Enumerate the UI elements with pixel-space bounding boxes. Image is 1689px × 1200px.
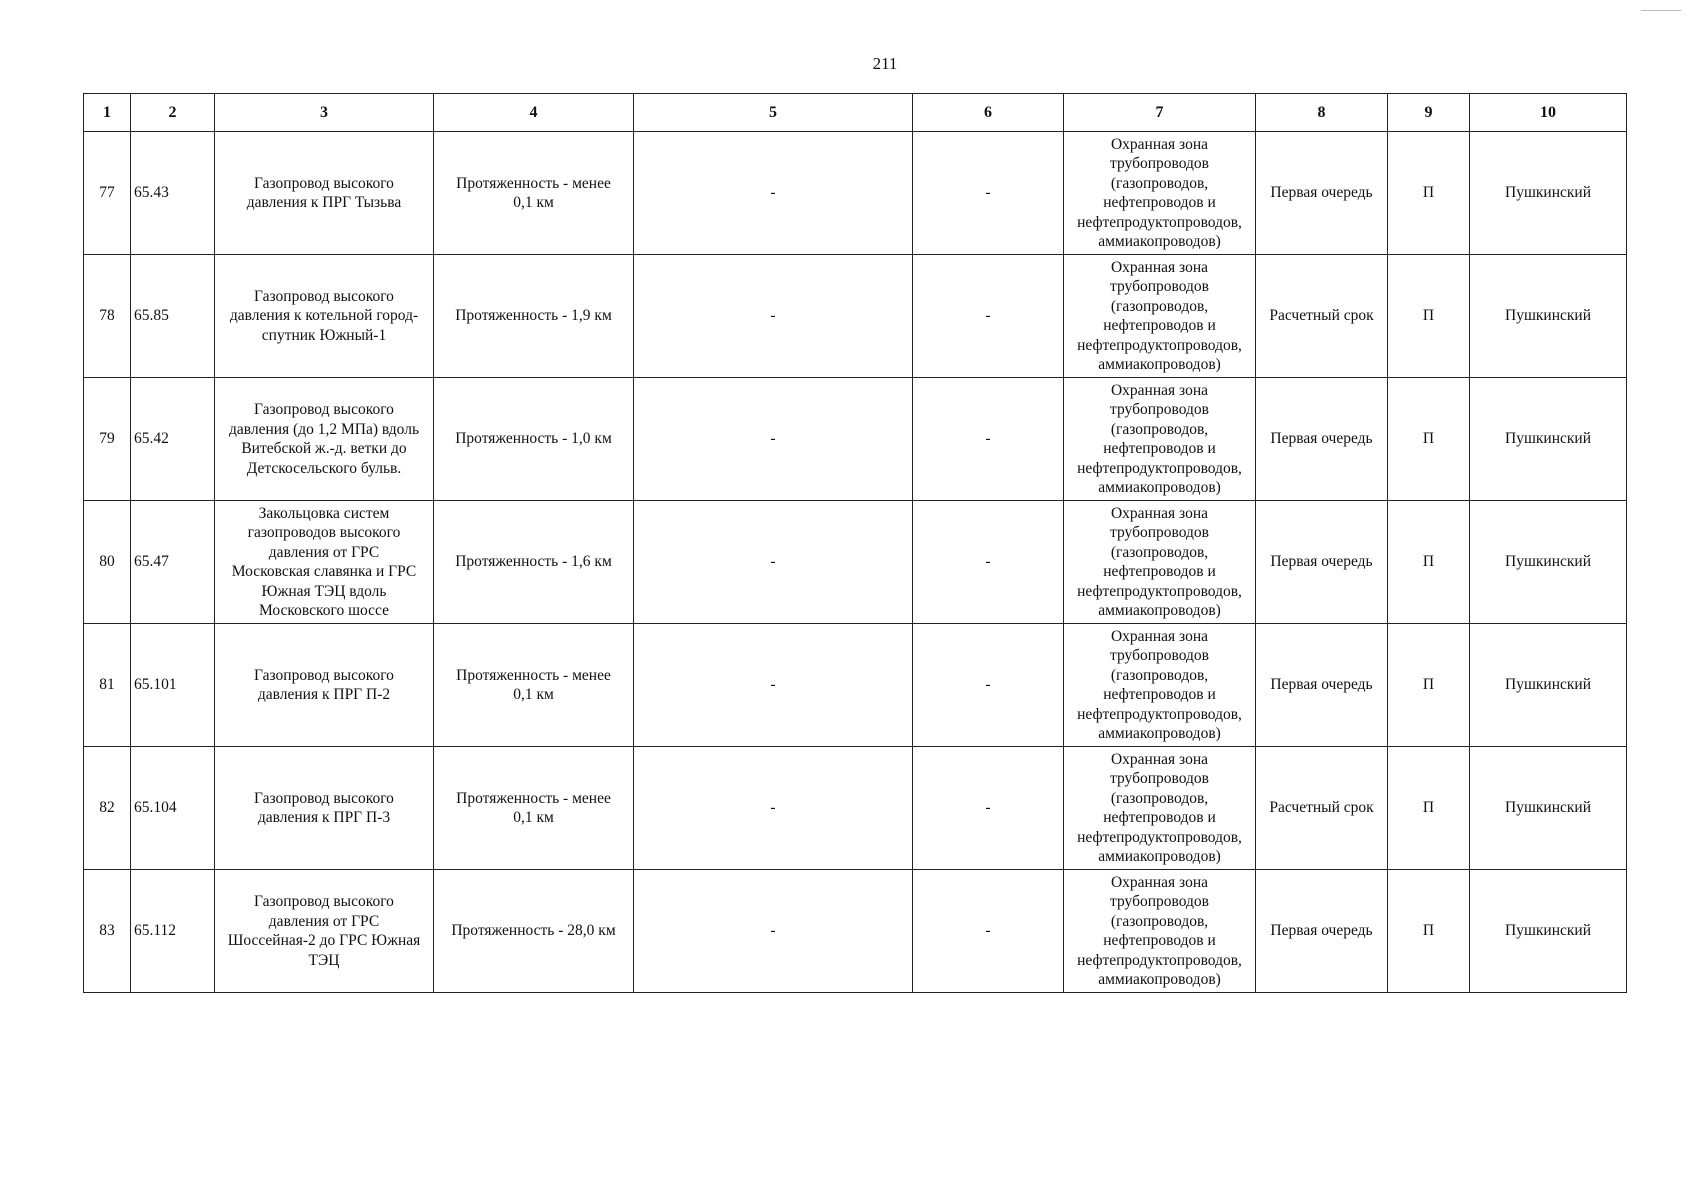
object-length: Протяженность - 1,0 км xyxy=(434,378,634,501)
district: Пушкинский xyxy=(1470,747,1627,870)
column-5-value: - xyxy=(634,624,913,747)
implementation-stage: Расчетный срок xyxy=(1256,255,1388,378)
object-code: 65.104 xyxy=(131,747,215,870)
page-number: 211 xyxy=(872,54,898,73)
row-number: 77 xyxy=(84,132,131,255)
column-5-value: - xyxy=(634,378,913,501)
column-header-10: 10 xyxy=(1470,94,1627,132)
column-header-9: 9 xyxy=(1388,94,1470,132)
column-5-value: - xyxy=(634,870,913,993)
protection-zone: Охранная зона трубопроводов (газопроводов, нефтепроводов и нефтепродуктопроводов, аммиакопроводов) xyxy=(1064,870,1256,993)
row-number: 81 xyxy=(84,624,131,747)
table-header xyxy=(84,94,1627,132)
implementation-stage: Первая очередь xyxy=(1256,132,1388,255)
implementation-stage: Первая очередь xyxy=(1256,501,1388,624)
district: Пушкинский xyxy=(1470,624,1627,747)
object-status: П xyxy=(1388,870,1470,993)
column-6-value: - xyxy=(913,747,1064,870)
table-row xyxy=(84,378,1627,501)
implementation-stage: Первая очередь xyxy=(1256,624,1388,747)
object-status: П xyxy=(1388,501,1470,624)
object-name: Газопровод высокого давления к котельной город- спутник Южный-1 xyxy=(215,255,434,378)
header-row xyxy=(84,94,1627,132)
object-status: П xyxy=(1388,132,1470,255)
object-name: Газопровод высокого давления к ПРГ Тызьва xyxy=(215,132,434,255)
scan-corner-mark xyxy=(1641,10,1681,11)
table-body xyxy=(84,132,1627,993)
row-number: 79 xyxy=(84,378,131,501)
district: Пушкинский xyxy=(1470,255,1627,378)
object-code: 65.43 xyxy=(131,132,215,255)
column-5-value: - xyxy=(634,132,913,255)
column-header-5: 5 xyxy=(634,94,913,132)
column-6-value: - xyxy=(913,501,1064,624)
object-length: Протяженность - 28,0 км xyxy=(434,870,634,993)
object-length: Протяженность - 1,6 км xyxy=(434,501,634,624)
row-number: 82 xyxy=(84,747,131,870)
object-name: Газопровод высокого давления к ПРГ П-2 xyxy=(215,624,434,747)
object-status: П xyxy=(1388,378,1470,501)
object-code: 65.42 xyxy=(131,378,215,501)
table-row xyxy=(84,747,1627,870)
table-row xyxy=(84,132,1627,255)
column-header-8: 8 xyxy=(1256,94,1388,132)
object-name: Газопровод высокого давления от ГРС Шоссейная-2 до ГРС Южная ТЭЦ xyxy=(215,870,434,993)
column-header-1: 1 xyxy=(84,94,131,132)
implementation-stage: Первая очередь xyxy=(1256,870,1388,993)
implementation-stage: Первая очередь xyxy=(1256,378,1388,501)
district: Пушкинский xyxy=(1470,378,1627,501)
table-row xyxy=(84,624,1627,747)
column-header-2: 2 xyxy=(131,94,215,132)
protection-zone: Охранная зона трубопроводов (газопроводов, нефтепроводов и нефтепродуктопроводов, аммиакопроводов) xyxy=(1064,378,1256,501)
implementation-stage: Расчетный срок xyxy=(1256,747,1388,870)
object-code: 65.47 xyxy=(131,501,215,624)
column-header-4: 4 xyxy=(434,94,634,132)
table-row xyxy=(84,870,1627,993)
object-status: П xyxy=(1388,255,1470,378)
column-header-6: 6 xyxy=(913,94,1064,132)
protection-zone: Охранная зона трубопроводов (газопроводов, нефтепроводов и нефтепродуктопроводов, аммиакопроводов) xyxy=(1064,255,1256,378)
column-6-value: - xyxy=(913,624,1064,747)
object-status: П xyxy=(1388,747,1470,870)
row-number: 83 xyxy=(84,870,131,993)
district: Пушкинский xyxy=(1470,501,1627,624)
protection-zone: Охранная зона трубопроводов (газопроводов, нефтепроводов и нефтепродуктопроводов, аммиакопроводов) xyxy=(1064,624,1256,747)
object-length: Протяженность - менее 0,1 км xyxy=(434,132,634,255)
protection-zone: Охранная зона трубопроводов (газопроводов, нефтепроводов и нефтепродуктопроводов, аммиакопроводов) xyxy=(1064,132,1256,255)
object-length: Протяженность - менее 0,1 км xyxy=(434,624,634,747)
objects-table xyxy=(83,93,1627,993)
protection-zone: Охранная зона трубопроводов (газопроводов, нефтепроводов и нефтепродуктопроводов, аммиакопроводов) xyxy=(1064,501,1256,624)
protection-zone: Охранная зона трубопроводов (газопроводов, нефтепроводов и нефтепродуктопроводов, аммиакопроводов) xyxy=(1064,747,1256,870)
object-status: П xyxy=(1388,624,1470,747)
column-header-3: 3 xyxy=(215,94,434,132)
column-5-value: - xyxy=(634,255,913,378)
object-code: 65.112 xyxy=(131,870,215,993)
row-number: 80 xyxy=(84,501,131,624)
column-6-value: - xyxy=(913,870,1064,993)
column-5-value: - xyxy=(634,501,913,624)
table-row xyxy=(84,501,1627,624)
column-6-value: - xyxy=(913,255,1064,378)
object-name: Газопровод высокого давления к ПРГ П-3 xyxy=(215,747,434,870)
row-number: 78 xyxy=(84,255,131,378)
object-code: 65.101 xyxy=(131,624,215,747)
object-name: Газопровод высокого давления (до 1,2 МПа) вдоль Витебской ж.-д. ветки до Детскосельского бульв. xyxy=(215,378,434,501)
object-length: Протяженность - 1,9 км xyxy=(434,255,634,378)
object-length: Протяженность - менее 0,1 км xyxy=(434,747,634,870)
column-6-value: - xyxy=(913,132,1064,255)
district: Пушкинский xyxy=(1470,132,1627,255)
column-5-value: - xyxy=(634,747,913,870)
table-row xyxy=(84,255,1627,378)
object-name: Закольцовка систем газопроводов высокого давления от ГРС Московская славянка и ГРС Южная ТЭЦ вдоль Московского шоссе xyxy=(215,501,434,624)
column-6-value: - xyxy=(913,378,1064,501)
column-header-7: 7 xyxy=(1064,94,1256,132)
object-code: 65.85 xyxy=(131,255,215,378)
district: Пушкинский xyxy=(1470,870,1627,993)
